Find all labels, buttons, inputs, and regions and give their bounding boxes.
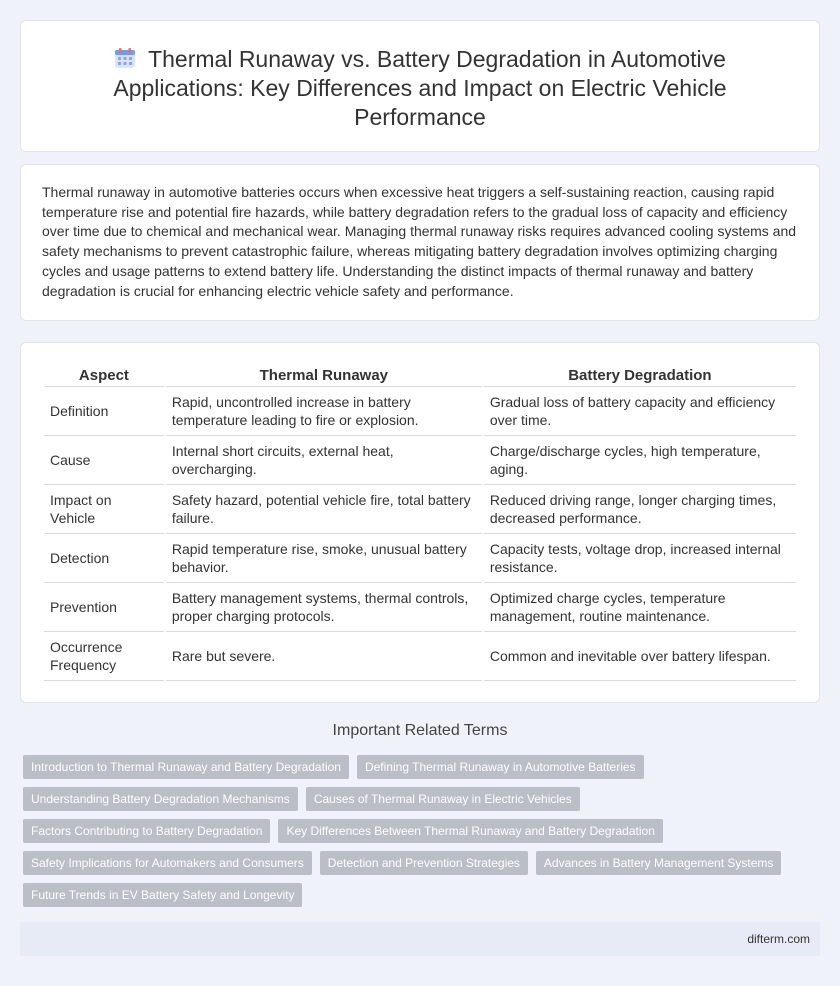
related-term-tag[interactable]: Future Trends in EV Battery Safety and Longevity — [23, 883, 302, 907]
row-aspect: Prevention — [44, 583, 164, 632]
related-term-tag[interactable]: Understanding Battery Degradation Mechanisms — [23, 787, 298, 811]
row-thermal-runaway: Internal short circuits, external heat, overcharging. — [166, 436, 482, 485]
header-aspect: Aspect — [44, 363, 164, 387]
related-term-tag[interactable]: Causes of Thermal Runaway in Electric Vehicles — [306, 787, 580, 811]
header-thermal-runaway: Thermal Runaway — [166, 363, 482, 387]
page-title: Thermal Runaway vs. Battery Degradation in Automotive Applications: Key Differences and Impact on Electric Vehicle Performance — [113, 46, 727, 130]
row-aspect: Impact on Vehicle — [44, 485, 164, 534]
row-thermal-runaway: Safety hazard, potential vehicle fire, total battery failure. — [166, 485, 482, 534]
row-battery-degradation: Gradual loss of battery capacity and efficiency over time. — [484, 387, 796, 436]
row-aspect: Cause — [44, 436, 164, 485]
related-term-tag[interactable]: Advances in Battery Management Systems — [536, 851, 781, 875]
row-thermal-runaway: Rapid temperature rise, smoke, unusual battery behavior. — [166, 534, 482, 583]
row-thermal-runaway: Battery management systems, thermal controls, proper charging protocols. — [166, 583, 482, 632]
page-title-wrap — [61, 45, 779, 132]
intro-paragraph: Thermal runaway in automotive batteries occurs when excessive heat triggers a self-sustaining reaction, causing rapid temperature rise and potential fire hazards, while battery degradation refers to the gradual loss of capacity and efficiency over time due to chemical and mechanical wear. Managing thermal runaway risks requires advanced cooling systems and safety mechanisms to prevent catastrophic failure, whereas mitigating battery degradation involves optimizing charging cycles and usage patterns to extend battery life. Understanding the distinct impacts of thermal runaway and battery degradation is crucial for enhancing electric vehicle safety and performance. — [42, 184, 797, 299]
row-battery-degradation: Capacity tests, voltage drop, increased internal resistance. — [484, 534, 796, 583]
intro-card — [20, 164, 820, 321]
table-row — [44, 534, 796, 583]
table-row — [44, 632, 796, 681]
header-battery-degradation: Battery Degradation — [484, 363, 796, 387]
row-battery-degradation: Common and inevitable over battery lifespan. — [484, 632, 796, 681]
row-thermal-runaway: Rapid, uncontrolled increase in battery temperature leading to fire or explosion. — [166, 387, 482, 436]
related-term-tag[interactable]: Defining Thermal Runaway in Automotive Batteries — [357, 755, 644, 779]
row-battery-degradation: Charge/discharge cycles, high temperature, aging. — [484, 436, 796, 485]
row-battery-degradation: Optimized charge cycles, temperature management, routine maintenance. — [484, 583, 796, 632]
title-card — [20, 20, 820, 152]
related-term-tag[interactable]: Introduction to Thermal Runaway and Battery Degradation — [23, 755, 349, 779]
table-row — [44, 583, 796, 632]
table-row — [44, 436, 796, 485]
row-aspect: Occurrence Frequency — [44, 632, 164, 681]
related-terms-list — [23, 755, 813, 907]
table-row — [44, 387, 796, 436]
footer — [20, 922, 820, 956]
row-aspect: Definition — [44, 387, 164, 436]
footer-site-link[interactable]: difterm.com — [747, 932, 810, 946]
calendar-icon — [114, 47, 136, 69]
comparison-table — [42, 363, 798, 681]
table-header-row — [44, 363, 796, 387]
comparison-card — [20, 342, 820, 703]
related-term-tag[interactable]: Factors Contributing to Battery Degradation — [23, 819, 270, 843]
row-aspect: Detection — [44, 534, 164, 583]
related-term-tag[interactable]: Key Differences Between Thermal Runaway and Battery Degradation — [278, 819, 662, 843]
related-term-tag[interactable]: Detection and Prevention Strategies — [320, 851, 528, 875]
row-battery-degradation: Reduced driving range, longer charging times, decreased performance. — [484, 485, 796, 534]
row-thermal-runaway: Rare but severe. — [166, 632, 482, 681]
related-terms-heading: Important Related Terms — [332, 722, 508, 739]
table-row — [44, 485, 796, 534]
related-term-tag[interactable]: Safety Implications for Automakers and Consumers — [23, 851, 312, 875]
